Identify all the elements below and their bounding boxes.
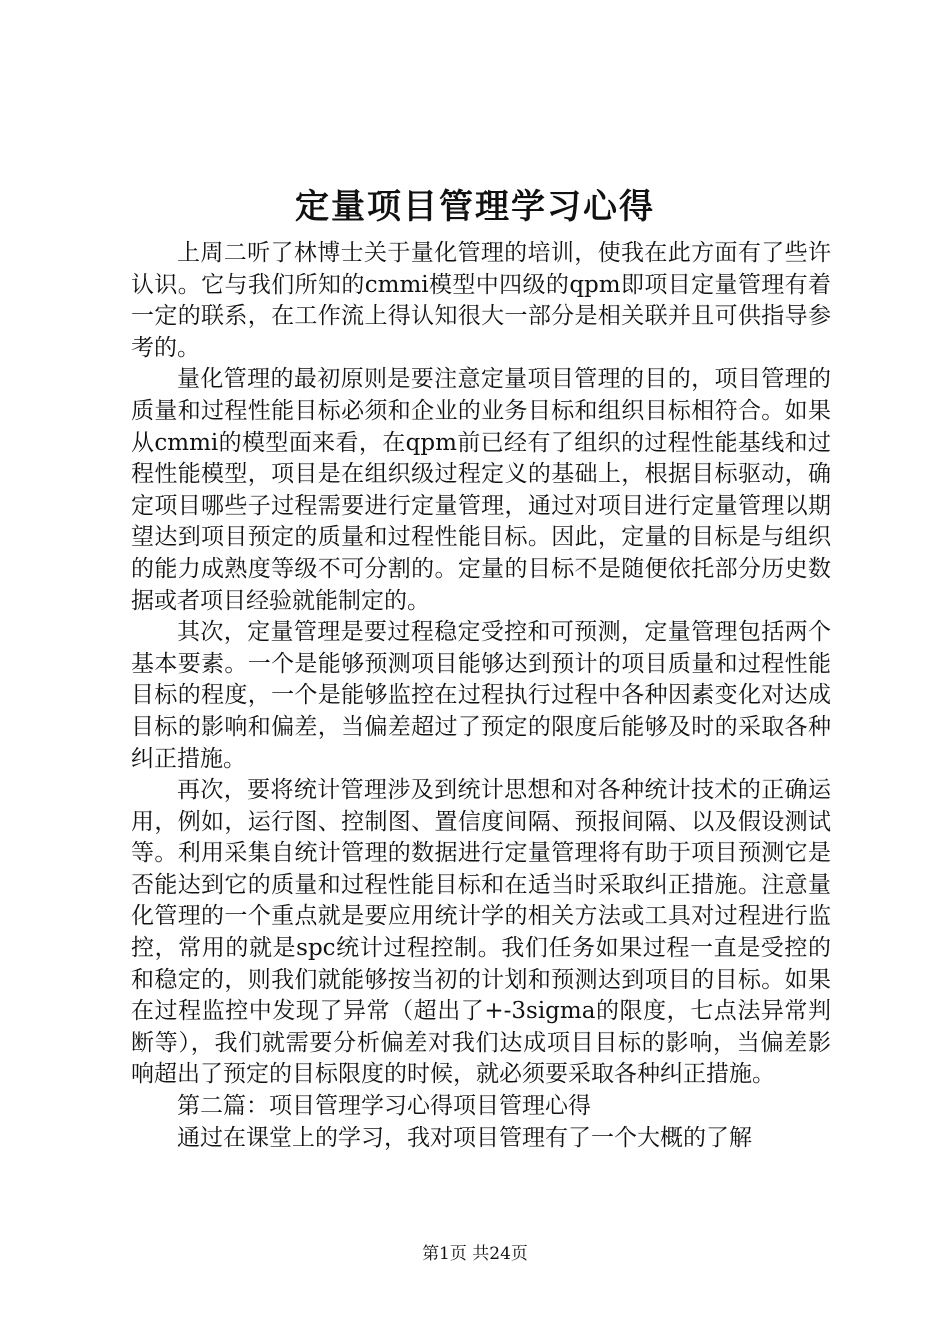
page-number-footer: 第1页 共24页 — [422, 1244, 528, 1264]
document-body — [131, 238, 831, 1154]
paragraph: 通过在课堂上的学习，我对项目管理有了一个大概的了解 — [177, 1124, 752, 1151]
paragraph: 再次，要将统计管理涉及到统计思想和对各种统计技术的正确运用，例如，运行图、控制图、置信度间隔、预报间隔、以及假设测试等。利用采集自统计管理的数据进行定量管理将有助于项目预测它是否能达到它的质量和过程性能目标和在适当时采取纠正措施。注意量化管理的一个重点就是要应用统计学的相关方法或工具对过程进行监控，常用的就是spc统计过程控制。我们任务如果过程一直是受控的和稳定的，则我们就能够按当初的计划和预测达到项目的目标。如果在过程监控中发现了异常（超出了+-3sigma的限度，七点法异常判断等），我们就需要分析偏差对我们达成项目目标的影响，当偏差影响超出了预定的目标限度的时候，就必须要采取各种纠正措施。 — [131, 777, 831, 1088]
document-title: 定量项目管理学习心得 — [295, 187, 655, 227]
paragraph: 量化管理的最初原则是要注意定量项目管理的目的，项目管理的质量和过程性能目标必须和企业的业务目标和组织目标相符合。如果从cmmi的模型面来看，在qpm前已经有了组织的过程性能基线和过程性能模型，项目是在组织级过程定义的基础上，根据目标驱动，确定项目哪些子过程需要进行定量管理，通过对项目进行定量管理以期望达到项目预定的质量和过程性能目标。因此，定量的目标是与组织的能力成熟度等级不可分割的。定量的目标不是随便依托部分历史数据或者项目经验就能制定的。 — [131, 366, 831, 614]
section-heading: 第二篇：项目管理学习心得项目管理心得 — [177, 1093, 591, 1120]
paragraph: 上周二听了林博士关于量化管理的培训，使我在此方面有了些许认识。它与我们所知的cmmi模型中四级的qpm即项目定量管理有着一定的联系，在工作流上得认知很大一部分是相关联并且可供指导参考的。 — [131, 240, 831, 361]
paragraph: 其次，定量管理是要过程稳定受控和可预测，定量管理包括两个基本要素。一个是能够预测项目能够达到预计的项目质量和过程性能目标的程度，一个是能够监控在过程执行过程中各种因素变化对达成目标的影响和偏差，当偏差超过了预定的限度后能够及时的采取各种纠正措施。 — [131, 619, 831, 772]
